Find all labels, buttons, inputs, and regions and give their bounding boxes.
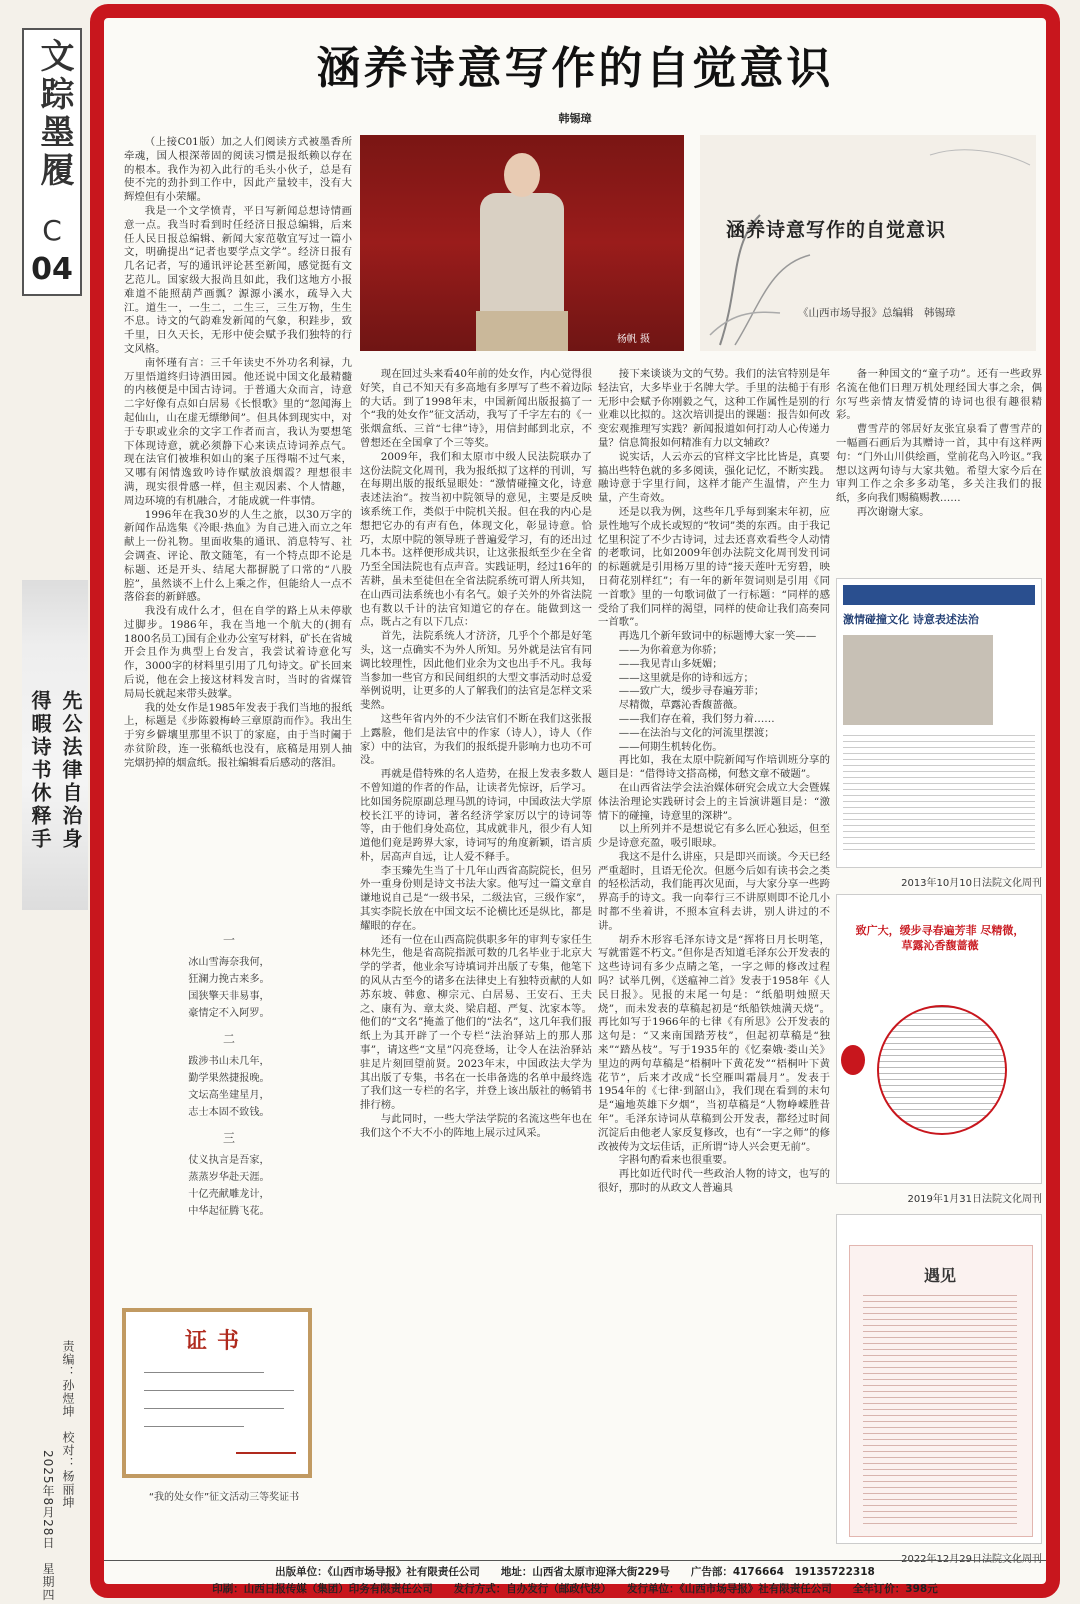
- article-paragraph: ——这里就是你的诗和远方；: [618, 671, 754, 684]
- thumbnail-3-caption: [836, 1550, 1042, 1565]
- poem-line: 勤学果然捷报晚。: [188, 1073, 270, 1084]
- author-byline: 韩锡璋: [558, 112, 592, 125]
- article-paragraph: ——我们存在着，我们努力着……: [618, 712, 775, 725]
- poem-line: 文坛高坐建星月，: [188, 1090, 270, 1101]
- article-paragraph: 尽精微，草露沁香馥蔷薇。: [618, 699, 744, 712]
- article-paragraph: 说实话，人云亦云的官样文字比比皆是，真要搞出些特色就的多多阅读，强化记忆，不断实践。融诗意于字里行间，这样才能产生温情，产生力量，产生奇效。: [598, 450, 830, 505]
- article-paragraph: 现在回过头来看40年前的处女作，内心觉得很好笑，自己不知天有多高地有多厚写了些不着边际的大话。到了1998年末，中国新闻出版报搞了一个“我的处女作”征文活动，我写了千字左右的《一张烟盒纸、三首“七律”诗》，用信封邮到北京，不曾想还在全国拿了个三等奖。: [360, 368, 592, 449]
- poem-line: 仗义执言是吾家，: [188, 1155, 270, 1166]
- article-paragraph: ——致广大，缓步寻春遍芳菲；: [618, 685, 765, 698]
- article-paragraph: 胡乔木形容毛泽东诗文是“挥将日月长明笔，写就雷霆不朽文。”但你是否知道毛泽东公开发表的这些诗词有多少点睛之笔，一字之师的修改过程吗？试举几例，《送瘟神二首》发表于1958年《人民日报》。见报的末尾一句是：“纸船明烛照天烧”，而未发表的草稿起初是“纸船铁烛满天烧”。再比如写于1966年的七律《有所思》公开发表的这句是：“又来南国踏芳枝”，但起初草稿是“独来”“踏丛枝”。写于1935年的《忆秦娥·娄山关》里边的两句草稿是“梧桐叶下黄花发”“梧桐叶下黄花节”，后来才改成“长空雁叫霜晨月”。发表于1954年的《七律·到韶山》，我们现在看到的末句是“遍地英雄下夕烟”，当初草稿是“人物峥嵘胜昔年”。毛泽东诗词从草稿到公开发表，都经过时间沉淀后由他老人家反复修改，也有“一字之师”的修改被传为文坛佳话，正所谓“诗人兴会更无前”。: [598, 933, 830, 1153]
- article-column-2: [360, 368, 592, 1558]
- couplet-line-2: 得暇诗书休释手: [28, 690, 52, 851]
- publication-footer: [104, 1564, 1046, 1598]
- article-paragraph: 再次谢谢大家。: [856, 505, 930, 518]
- title-card-byline: 《山西市场导报》总编辑 韩锡璋: [798, 307, 956, 319]
- article-paragraph: 再就是借特殊的名人造势，在报上发表多数人不曾知道的作者的作品，让读者先惊讶，后学习。比如国务院原副总理马凯的诗词，中国政法大学原校长江平的诗词，著名经济学家厉以宁的诗词等等，由于他们身处高位，其成就非凡，很少有人知道他们竟是跨界大家，诗词写的角度新颖，语言质朴，居高声自远，让人爱不释手。: [360, 768, 592, 863]
- poem-line: 跋涉书山未几年，: [188, 1056, 270, 1067]
- podium: [476, 311, 568, 351]
- article-paragraph: 我的处女作是1985年发表于我们当地的报纸上，标题是《步陈毅梅岭三章原韵而作》。我出生于穷乡僻壤里那里不识丁的家庭，由于当时阖于赤贫阶段，连一张稿纸也没有，底稿是用别人抽完烟扔掉的烟盒纸。报社编辑看后感动的落泪。: [124, 701, 352, 769]
- article-paragraph: 还是以我为例，这些年几乎每到案末年初，应景性地写个成长或短的“牧词”类的东西。由于我记忆里积淀了不少古诗词，过去还喜欢看些令人动情的老歌词，比如2009年创办法院文化周刊发刊词的标题就是引用杨万里的诗“接天莲叶无穷碧，映日荷花别样红”；有一年的新年贺词则是引用《同一首歌》里的一句歌词做了一行标题：“同样的感受给了我们同样的渴望，同样的使命让我们高奏同一首歌”。: [598, 505, 830, 629]
- title-card-image: [700, 135, 1036, 351]
- article-paragraph: 与此同时，一些大学法学院的名流这些年也在我们这个不大不小的阵地上展示过风采。: [360, 1113, 592, 1139]
- article-paragraph: 在山西省法学会法治媒体研究会成立大会暨媒体法治理论实践研讨会上的主旨演讲题目是：“激情下的碰撞，诗意里的深耕”。: [598, 781, 830, 822]
- page-headline: 涵养诗意写作的自觉意识: [316, 43, 834, 94]
- thumbnail-1-caption: 2013年10月10日法院文化周刊: [901, 878, 1042, 889]
- poem-stanza-number: 一: [222, 933, 235, 947]
- poem-line: 蒸蒸岁华赴天涯。: [188, 1172, 270, 1183]
- speaker-photo: [360, 135, 684, 351]
- thumbnail-2-headline: 致广大，缓步寻春遍芳菲 尽精微，草露沁香馥蔷薇: [855, 924, 1025, 952]
- article-paragraph: 南怀瑾有言：三千年读史不外功名利禄，九万里悟道终归诗酒田园。他还说中国文化最精髓的内核便是中国古诗词。于普通大众而言，诗意二字好像有点如白居易《长恨歌》里的“忽闻海上起仙山，山在虚无缥缈间”。但具体到现实中，对于专职或业余的文字工作者而言，我认为要想笔下体现诗意，就必须静下心来读点诗词养点气。现在法官们被堆积如山的案子压得喘不过气来，又哪有闲情逸致吟诗作赋放浪烟霞？理想很丰满，现实很骨感一样，但主观因素、个人情趣，周边环境的有机融合，才能成就一件事情。: [124, 356, 352, 507]
- poem-stanza-number: 三: [222, 1131, 235, 1145]
- newspaper-thumbnail-2: [836, 894, 1042, 1184]
- article-paragraph: 我是一个文学愤青，平日写新闻总想诗情画意一点。我当时看到时任经济日报总编辑，后来任人民日报总编辑、新闻大家范敬宜写过一篇小文，明确提出“记者也要学点文学”。经济日报有几名记者，写的通讯评论甚至新闻，感觉挺有文艺范儿。国家级大报尚且如此，我们这地方小报难道不能照葫芦画瓢？源源小溪水，疏导入大江。道生一，一生二，二生三，三生万物，生生不息。诗文的气韵难发新闻的气象，积跬步，致千里，日久天长，无形中使会赋予我们独特的行文风格。: [124, 204, 352, 355]
- editor-credit: 责编：孙煜坤 校对：杨丽坤: [61, 1340, 75, 1509]
- article-paragraph: ——为你着意为你骄；: [618, 643, 723, 656]
- article-column-1: [124, 136, 352, 914]
- article-paragraph: ——在法治与文化的河流里摆渡；: [618, 726, 775, 739]
- article-paragraph: 备一种国文的“童子功”。还有一些政界名流在他们日理万机处理经国大事之余，偶尔写些亲情友情爱情的诗词也很有趣很精彩。: [836, 368, 1042, 422]
- photo-credit: 杨帆 摄: [616, 334, 650, 345]
- poem-line: 志士本固不致钱。: [188, 1107, 270, 1118]
- article-paragraph: 我这不是什么讲座，只是即兴而谈。今天已经严重超时，且语无伦次。但愿今后如有读书会之类的轻松活动，我们能再次见面，与大家分享一些跨界高手的诗文。我一向奉行三不讲原则即不论几小时都不坐着讲，不照本宣科去讲，别人讲过的不讲。: [598, 850, 830, 932]
- article-paragraph: 还有一位在山西高院供职多年的审判专家任生林先生，他是省高院指派可数的几名毕业于北京大学的学者，他业余写诗填词并出版了专集，他笔下的风从古至今的诸多在法律史上有独特贡献的人如苏东坡、韩愈、柳宗元、白居易、王安石、王夫之、康有为、章太炎、梁启超、严复、沈家本等。他们的“文名”掩盖了他们的“法名”，这几年我们报纸上为其开辟了一个专栏“法治驿站上的那人那事”，请这些“文星”闪亮登场，让令人在法治驿站驻足片刻回望前贤。2023年末，中国政法大学为其出版了专集，书名在一长串备选的名单中最终选了我们这一专栏的名字，并登上该出版社的畅销书排行榜。: [360, 933, 592, 1112]
- poem-line: 狂澜力挽古来多。: [188, 974, 270, 985]
- section-masthead: [22, 28, 82, 296]
- award-certificate: [122, 1308, 312, 1478]
- thumbnail-2-caption: 2019年1月31日法院文化周刊: [907, 1194, 1042, 1205]
- article-paragraph: 1996年在我30岁的人生之旅，以30万字的新闻作品选集《冷眼·热血》为自己进入而立之年献上一份礼物。里面收集的通讯、消息特写、社会调查、评论、散文随笔，有一个特点即不论是标题、还是开头、结尾大都摒脱了口常的“八股腔”，虽然谈不上什么上乘之作，但能给人一点不落俗套的新鲜感。: [124, 508, 352, 604]
- poem-block: [124, 923, 334, 1273]
- article-paragraph: 接下来谈谈为文的气势。我们的法官特别是年轻法官，大多毕业于名牌大学。手里的法槌于有形无形中会赋予你刚毅之气，这种工作属性是别的行业难以比拟的。这次培训提出的课题：报告如何改变宏观推理写实践？新闻报道如何打动人心传递力量？信息简报如何精准有力以文辅政？: [598, 368, 830, 449]
- poem-line: 豪情定不入阿罗。: [188, 1008, 270, 1019]
- page-number: 04: [31, 252, 73, 287]
- article-paragraph: 再比如，我在太原中院新闻写作培训班分享的题目是：“借得诗文搭高梯，何愁文章不破题”。: [598, 754, 830, 781]
- footer-line-1: 出版单位：《山西市场导报》社有限责任公司 地址：山西省太原市迎泽大街229号 广告部：4176664 19135722318: [275, 1566, 875, 1578]
- poem-line: 国狭擎天非易事，: [188, 991, 270, 1002]
- thumbnail-1-headline: 激情碰撞文化 诗意表述法治: [843, 613, 979, 626]
- left-rail: [0, 0, 88, 1604]
- article-frame: [90, 4, 1060, 1598]
- section-title: 文踪墨履: [34, 38, 74, 190]
- poem-line: 冰山雪海奈我何，: [188, 957, 270, 968]
- poem-stanza-number: 二: [222, 1032, 235, 1046]
- couplet-line-1: 先公法律自治身: [59, 690, 83, 851]
- issue-date: 2025年8月28日 星期四: [41, 1450, 55, 1602]
- article-paragraph: 2009年，我们和太原市中级人民法院联办了这份法院文化周刊，我为报纸拟了这样的刊训，写在每期出版的报纸显眼处：“激情碰撞文化，诗意表述法治”。按当初中院领导的意见，主要是反映该系统工作，类似于中院机关报。但在我的内心是想把它办的有声有色，体现文化，彰显诗意。恰巧，太原中院的领导班子普遍爱学习，有的还出过几本书。这样便形成共识，让这张报纸至少在全省乃至全国法院也有点声音。实践证明，经过16年的苦耕，虽未至徒但在全省法院系统可谓人所共知，在山西司法系统也小有名气。娘子关外的外省法院也有数以千计的法官知道它的存在。能做到这一点，既占之有以下几点：: [360, 450, 592, 629]
- title-card-headline: 涵养诗意写作的自觉意识: [726, 219, 947, 241]
- article-paragraph: 这些年省内外的不少法官们不断在我们这张报上露脸，他们是法官中的作家（诗人），诗人（作家）中的法官，为我们的报纸提升影响力也功不可没。: [360, 712, 592, 767]
- article-paragraph: 我没有成什么才，但在自学的路上从未停歇过脚步。1986年，我在当地一个航大的(拥有1800名员工)国有企业办公室写材料，矿长在省城开会且作为典型上台发言，我尝试着诗意化写作，3000字的材料里引用了几句诗文。矿长回来后说，他在会上接这材料发言时，当时的省煤管局局长就起来带头鼓掌。: [124, 605, 352, 700]
- certificate-title: 证书: [184, 1328, 249, 1354]
- newspaper-thumbnail-3: [836, 1214, 1042, 1544]
- article-paragraph: 字斟句酌看来也很重要。: [618, 1154, 734, 1167]
- newspaper-thumbnail-1: [836, 578, 1042, 868]
- thumbnail-3-headline: 遇见: [923, 1266, 956, 1285]
- article-paragraph: （上接C01版）加之人们阅读方式被墨香所牵魂，国人根深蒂固的阅读习惯是报纸赖以存在的根本。我作为初入此行的毛头小伙子，总是有使不完的劲扑到工作中，因此产量较丰，没有大辉煌但有小荣耀。: [124, 136, 352, 204]
- article-column-4: [836, 368, 1042, 568]
- poem-line: 中华起征腾飞花。: [188, 1206, 270, 1217]
- article-paragraph: ——我见青山多妩媚；: [618, 657, 723, 670]
- certificate-caption: “我的处女作”征文活动三等奖证书: [148, 1492, 300, 1503]
- calligraphy-couplet: [30, 690, 86, 900]
- article-paragraph: 曹雪芹的邻居好友张宜泉看了曹雪芹的一幅画石画后为其赠诗一首，其中有这样两句：“门外山川供绘画，堂前花鸟入吟讴。”我想以这两句诗与大家共勉。希望大家今后在审判工作之余多多动笔，多关注我们的报纸，多向我们赐稿赐教……: [836, 423, 1042, 505]
- footer-line-2: 印刷：山西日报传媒（集团）印务有限责任公司 发行方式：自办发行（邮政代投） 发行单位：《山西市场导报》社有限责任公司 全年订价：398元: [212, 1583, 938, 1595]
- article-paragraph: 再选几个新年致词中的标题博大家一笑——: [618, 630, 817, 643]
- article-paragraph: 以上所列并不是想说它有多么匠心独运，但至少是诗意充盈，吸引眼球。: [598, 823, 830, 850]
- article-paragraph: 李玉臻先生当了十几年山西省高院院长，但另外一重身份则是诗文书法大家。他写过一篇文章自谦地说自己是“一级书呆，二级法官，三级作家”，其实李院长放在中国文坛不论横比还是纵比，都是耀眼的存在。: [360, 864, 592, 932]
- article-column-3: [598, 368, 830, 1558]
- article-paragraph: 再比如近代时代一些政治人物的诗文，也写的很好，那时的从政文人普遍具: [598, 1168, 830, 1195]
- article-paragraph: ——何期生机转化伤。: [618, 740, 723, 753]
- section-letter: C: [42, 214, 62, 247]
- article-paragraph: 首先，法院系统人才济济，几乎个个都是好笔头，这一点确实不为外人所知。另外就是法官有同调比较理性，因此他们业余为文也出手不凡。我每当参加一些官方和民间组织的大型文事活动时总爱举例说明，让更多的人了解我们的法官是怎样文采斐然。: [360, 630, 592, 712]
- poem-line: 十亿壳献雕龙计，: [188, 1189, 270, 1200]
